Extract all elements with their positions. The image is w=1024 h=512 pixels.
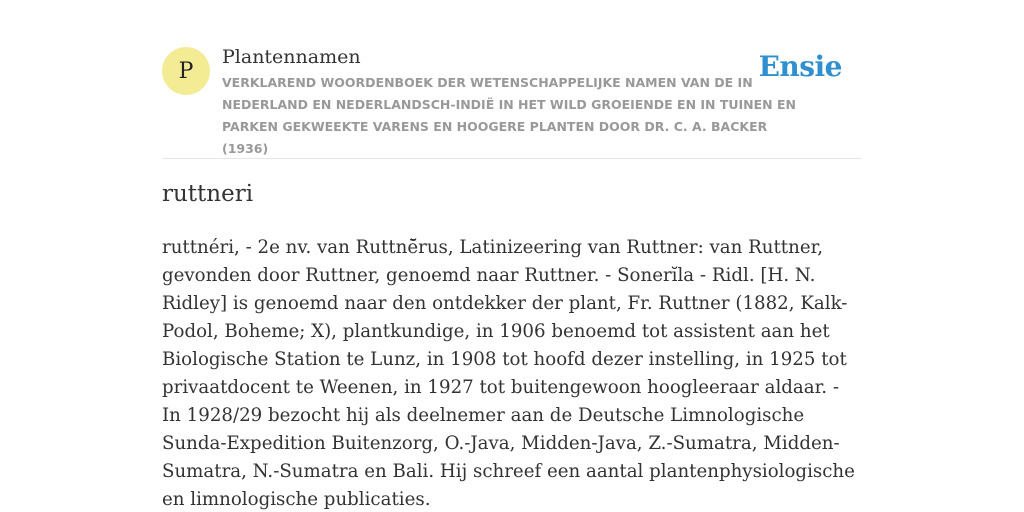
entry-title: ruttneri — [162, 181, 254, 207]
entry-body: ruttnéri, - 2e nv. van Ruttnē̆rus, Latinizeering van Ruttner: van Ruttner, gevonden door Ruttner, genoemd naar Ruttner. - Sonerĭla - Ridl. [H. N. Ridley] is genoemd naar den ontdekker der plant, Fr. Ruttner (1882, Kalk-Podol, Boheme; X), plantkundige, in 1906 benoemd tot assistent aan het Biologische Station te Lunz, in 1908 tot hoofd dezer instelling, in 1925 tot privaatdocent te Weenen, in 1927 tot buitengewoon hoogleeraar aldaar. - In 1928/29 bezocht hij als deelnemer aan de Deutsche Limnologische Sunda-Expedition Buitenzorg, O.-Java, Midden-Java, Z.-Sumatra, Midden-Sumatra, N.-Sumatra en Bali. Hij schreef een aantal plantenphysiologische en limnologische publicaties. — [162, 237, 855, 510]
book-header — [162, 44, 862, 159]
ensie-logo[interactable]: Ensie — [758, 50, 842, 83]
book-subtitle: VERKLAREND WOORDENBOEK DER WETENSCHAPPELIJKE NAMEN VAN DE IN NEDERLAND EN NEDERLANDSCH-INDIË IN HET WILD GROEIENDE EN IN TUINEN EN PARKEN GEKWEEKTE VARENS EN HOOGERE PLANTEN DOOR DR. C. A. BACKER (1936) — [222, 75, 796, 156]
book-title[interactable]: Plantennamen — [222, 46, 361, 68]
book-avatar[interactable]: P — [162, 47, 210, 95]
